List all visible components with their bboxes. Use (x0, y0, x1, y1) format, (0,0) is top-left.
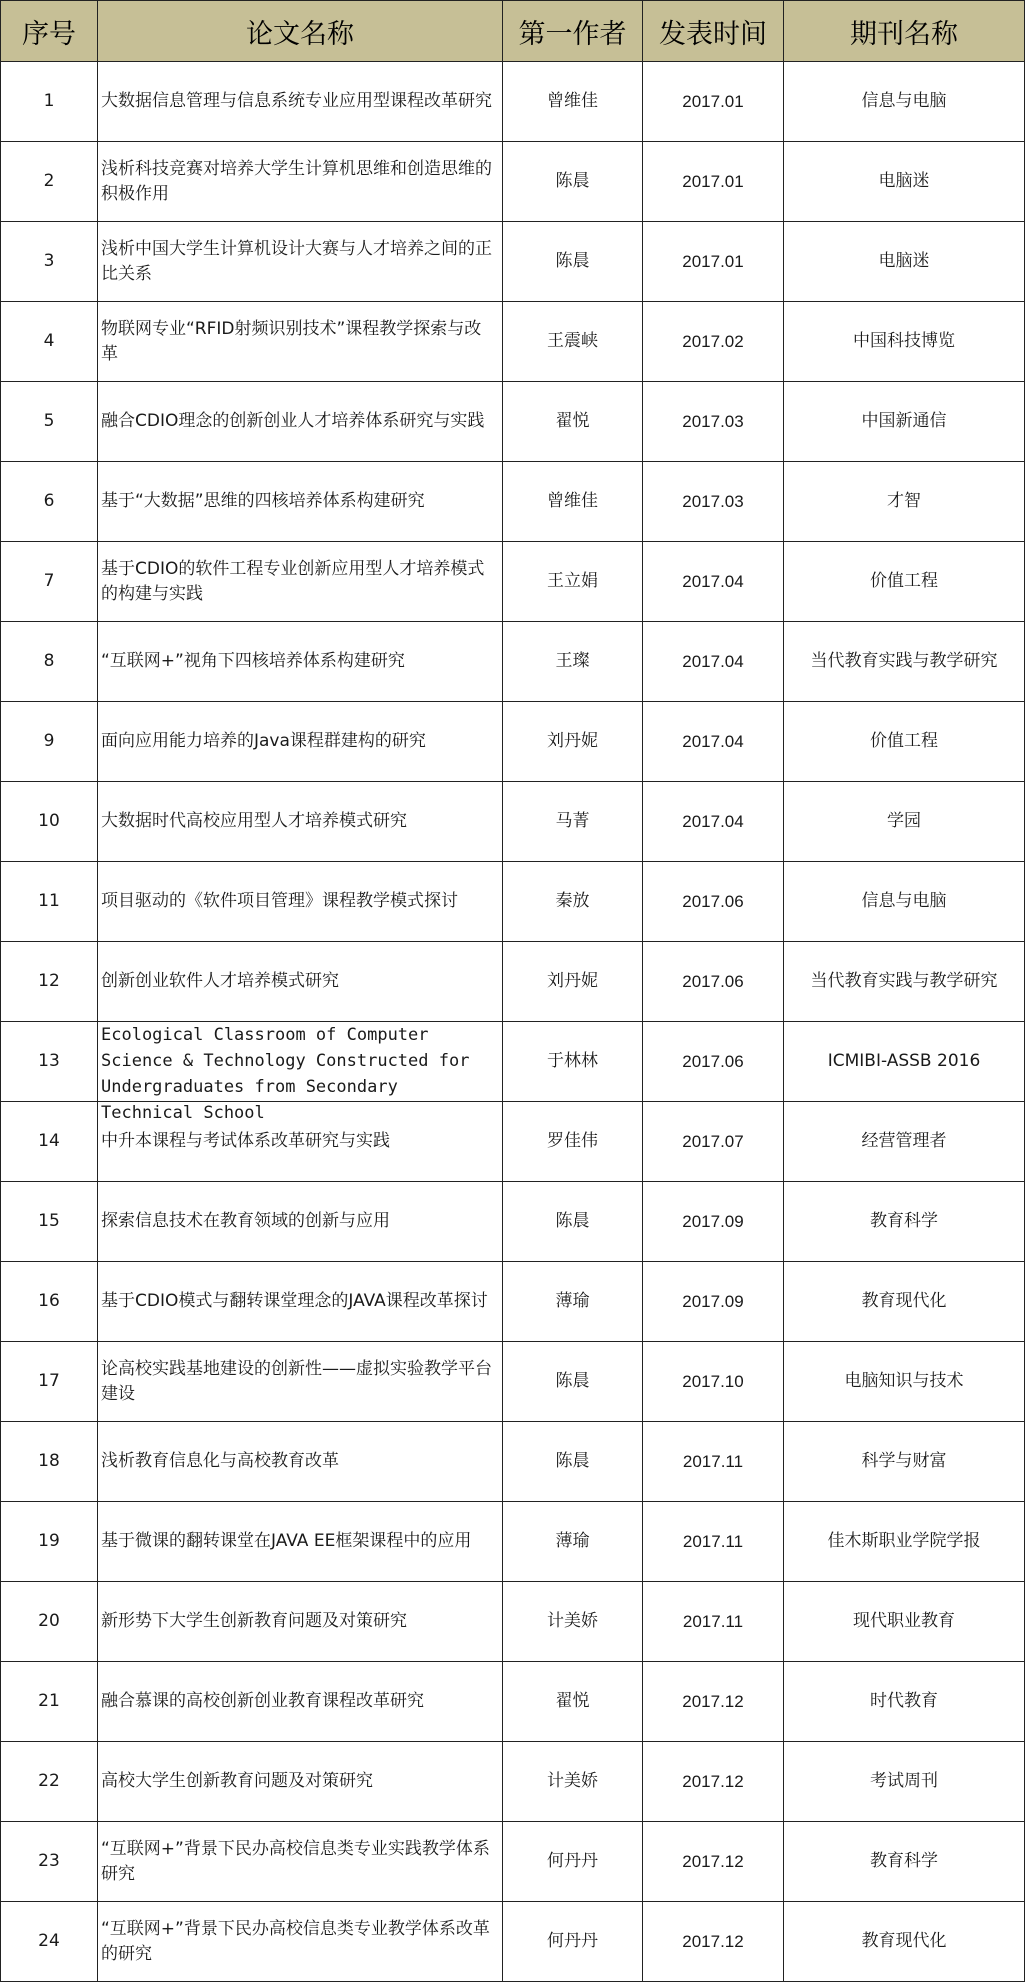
cell-number: 5 (1, 382, 98, 462)
cell-publish-date: 2017.01 (643, 142, 784, 222)
cell-first-author: 薄瑜 (503, 1262, 643, 1342)
cell-first-author: 王震峡 (503, 302, 643, 382)
cell-publish-date: 2017.03 (643, 462, 784, 542)
table-row (1, 1582, 1025, 1662)
cell-title-text: 浅析中国大学生计算机设计大赛与人才培养之间的正比关系 (101, 238, 492, 284)
header-cell-number: 序号 (1, 1, 98, 62)
cell-title (98, 1902, 503, 1982)
cell-title-text: 基于CDIO模式与翻转课堂理念的JAVA课程改革探讨 (101, 1291, 488, 1311)
cell-journal: 才智 (784, 462, 1025, 542)
cell-journal: 价值工程 (784, 702, 1025, 782)
cell-journal: 教育现代化 (784, 1902, 1025, 1982)
cell-number: 23 (1, 1822, 98, 1902)
cell-number: 19 (1, 1502, 98, 1582)
cell-first-author: 翟悦 (503, 382, 643, 462)
cell-publish-date: 2017.11 (643, 1582, 784, 1662)
cell-journal: 信息与电脑 (784, 62, 1025, 142)
table-row (1, 382, 1025, 462)
cell-number: 18 (1, 1422, 98, 1502)
table-row (1, 1742, 1025, 1822)
table-row (1, 542, 1025, 622)
cell-number: 2 (1, 142, 98, 222)
cell-publish-date: 2017.11 (643, 1422, 784, 1502)
cell-title (98, 1662, 503, 1742)
cell-journal: 当代教育实践与教学研究 (784, 622, 1025, 702)
table-header (1, 1, 1025, 62)
table-row (1, 702, 1025, 782)
table-row (1, 1182, 1025, 1262)
cell-number: 4 (1, 302, 98, 382)
cell-publish-date: 2017.04 (643, 702, 784, 782)
cell-number: 22 (1, 1742, 98, 1822)
cell-publish-date: 2017.09 (643, 1262, 784, 1342)
cell-journal: 学园 (784, 782, 1025, 862)
cell-journal: 电脑知识与技术 (784, 1342, 1025, 1422)
cell-publish-date: 2017.09 (643, 1182, 784, 1262)
cell-journal: 佳木斯职业学院学报 (784, 1502, 1025, 1582)
cell-journal: 教育科学 (784, 1182, 1025, 1262)
cell-title-text: 浅析教育信息化与高校教育改革 (101, 1451, 339, 1471)
cell-first-author: 马菁 (503, 782, 643, 862)
table-row (1, 1902, 1025, 1982)
cell-publish-date: 2017.04 (643, 782, 784, 862)
cell-number: 15 (1, 1182, 98, 1262)
cell-title (98, 1422, 503, 1502)
cell-title (98, 222, 503, 302)
cell-title-text: “互联网+”背景下民办高校信息类专业实践教学体系研究 (101, 1838, 490, 1884)
cell-journal: 信息与电脑 (784, 862, 1025, 942)
cell-title (98, 542, 503, 622)
cell-first-author: 王璨 (503, 622, 643, 702)
cell-first-author: 何丹丹 (503, 1822, 643, 1902)
cell-title-text: “互联网+”背景下民办高校信息类专业教学体系改革的研究 (101, 1918, 490, 1964)
table-row (1, 142, 1025, 222)
table-row (1, 622, 1025, 702)
cell-title-text: “互联网+”视角下四核培养体系构建研究 (101, 651, 405, 671)
cell-journal: 考试周刊 (784, 1742, 1025, 1822)
cell-title-text: 基于“大数据”思维的四核培养体系构建研究 (101, 491, 425, 511)
cell-title-text: 新形势下大学生创新教育问题及对策研究 (101, 1611, 407, 1631)
cell-title (98, 1342, 503, 1422)
cell-title (98, 862, 503, 942)
header-cell-title: 论文名称 (98, 1, 503, 62)
cell-title-text: 项目驱动的《软件项目管理》课程教学模式探讨 (101, 891, 458, 911)
cell-number: 6 (1, 462, 98, 542)
table-row (1, 1422, 1025, 1502)
cell-first-author: 计美娇 (503, 1582, 643, 1662)
cell-number: 8 (1, 622, 98, 702)
cell-number: 21 (1, 1662, 98, 1742)
cell-first-author: 陈晨 (503, 1422, 643, 1502)
table-row (1, 942, 1025, 1022)
cell-publish-date: 2017.12 (643, 1902, 784, 1982)
cell-publish-date: 2017.06 (643, 1022, 784, 1102)
cell-publish-date: 2017.04 (643, 622, 784, 702)
cell-number: 1 (1, 62, 98, 142)
cell-title (98, 1582, 503, 1662)
cell-publish-date: 2017.11 (643, 1502, 784, 1582)
cell-number: 20 (1, 1582, 98, 1662)
cell-first-author: 计美娇 (503, 1742, 643, 1822)
cell-journal: 时代教育 (784, 1662, 1025, 1742)
cell-title (98, 1182, 503, 1262)
cell-title-text: 中升本课程与考试体系改革研究与实践 (101, 1131, 390, 1151)
table-row (1, 782, 1025, 862)
cell-title (98, 142, 503, 222)
header-cell-first-author: 第一作者 (503, 1, 643, 62)
cell-number: 12 (1, 942, 98, 1022)
cell-publish-date: 2017.12 (643, 1742, 784, 1822)
cell-publish-date: 2017.03 (643, 382, 784, 462)
table-row (1, 302, 1025, 382)
cell-number: 10 (1, 782, 98, 862)
cell-title-text: 浅析科技竞赛对培养大学生计算机思维和创造思维的积极作用 (101, 158, 492, 204)
cell-first-author: 陈晨 (503, 222, 643, 302)
cell-title-text: 基于CDIO的软件工程专业创新应用型人才培养模式的构建与实践 (101, 558, 485, 604)
cell-first-author: 刘丹妮 (503, 942, 643, 1022)
cell-journal: 科学与财富 (784, 1422, 1025, 1502)
cell-journal: 教育现代化 (784, 1262, 1025, 1342)
cell-journal: 电脑迷 (784, 222, 1025, 302)
cell-number: 17 (1, 1342, 98, 1422)
table-row (1, 462, 1025, 542)
cell-title (98, 462, 503, 542)
cell-number: 3 (1, 222, 98, 302)
cell-number: 7 (1, 542, 98, 622)
cell-publish-date: 2017.06 (643, 942, 784, 1022)
cell-first-author: 翟悦 (503, 1662, 643, 1742)
cell-publish-date: 2017.12 (643, 1822, 784, 1902)
cell-title (98, 622, 503, 702)
cell-title (98, 1262, 503, 1342)
cell-first-author: 曾维佳 (503, 62, 643, 142)
table-row (1, 1022, 1025, 1102)
cell-title (98, 62, 503, 142)
cell-title (98, 942, 503, 1022)
cell-title (98, 1742, 503, 1822)
cell-title-text: Ecological Classroom of Computer Science & Technology Constructed for Undergraduates from Secondary Technical School (101, 1025, 470, 1123)
cell-title (98, 382, 503, 462)
cell-number: 11 (1, 862, 98, 942)
cell-number: 14 (1, 1102, 98, 1182)
cell-number: 13 (1, 1022, 98, 1102)
cell-title-text: 大数据信息管理与信息系统专业应用型课程改革研究 (101, 91, 492, 111)
cell-first-author: 秦放 (503, 862, 643, 942)
cell-journal: 教育科学 (784, 1822, 1025, 1902)
cell-publish-date: 2017.02 (643, 302, 784, 382)
cell-number: 16 (1, 1262, 98, 1342)
cell-first-author: 陈晨 (503, 1182, 643, 1262)
cell-publish-date: 2017.06 (643, 862, 784, 942)
table-row (1, 1502, 1025, 1582)
cell-title (98, 782, 503, 862)
cell-journal: ICMIBI-ASSB 2016 (784, 1022, 1025, 1102)
cell-title-text: 融合CDIO理念的创新创业人才培养体系研究与实践 (101, 411, 485, 431)
cell-number: 24 (1, 1902, 98, 1982)
cell-title-text: 探索信息技术在教育领域的创新与应用 (101, 1211, 390, 1231)
cell-publish-date: 2017.10 (643, 1342, 784, 1422)
cell-title-text: 论高校实践基地建设的创新性——虚拟实验教学平台建设 (101, 1358, 492, 1404)
cell-publish-date: 2017.12 (643, 1662, 784, 1742)
cell-title (98, 1502, 503, 1582)
cell-journal: 当代教育实践与教学研究 (784, 942, 1025, 1022)
table-row (1, 1342, 1025, 1422)
table-row (1, 62, 1025, 142)
cell-title-text: 物联网专业“RFID射频识别技术”课程教学探索与改革 (101, 318, 482, 364)
cell-title (98, 1022, 503, 1123)
cell-first-author: 罗佳伟 (503, 1102, 643, 1182)
table-row (1, 1662, 1025, 1742)
header-cell-publish-date: 发表时间 (643, 1, 784, 62)
header-cell-journal: 期刊名称 (784, 1, 1025, 62)
header-row (1, 1, 1025, 62)
cell-journal: 经营管理者 (784, 1102, 1025, 1182)
cell-publish-date: 2017.07 (643, 1102, 784, 1182)
cell-journal: 中国新通信 (784, 382, 1025, 462)
cell-first-author: 刘丹妮 (503, 702, 643, 782)
cell-journal: 电脑迷 (784, 142, 1025, 222)
table-body (1, 62, 1025, 1982)
cell-first-author: 何丹丹 (503, 1902, 643, 1982)
cell-publish-date: 2017.01 (643, 222, 784, 302)
cell-title-text: 基于微课的翻转课堂在JAVA EE框架课程中的应用 (101, 1531, 472, 1551)
cell-title-text: 面向应用能力培养的Java课程群建构的研究 (101, 731, 426, 751)
table-row (1, 222, 1025, 302)
cell-title-text: 创新创业软件人才培养模式研究 (101, 971, 339, 991)
cell-journal: 价值工程 (784, 542, 1025, 622)
cell-first-author: 曾维佳 (503, 462, 643, 542)
cell-title-text: 高校大学生创新教育问题及对策研究 (101, 1771, 373, 1791)
cell-publish-date: 2017.01 (643, 62, 784, 142)
table-row (1, 1822, 1025, 1902)
table-row (1, 862, 1025, 942)
cell-title (98, 302, 503, 382)
cell-title (98, 702, 503, 782)
cell-title-text: 融合慕课的高校创新创业教育课程改革研究 (101, 1691, 424, 1711)
cell-first-author: 陈晨 (503, 142, 643, 222)
cell-number: 9 (1, 702, 98, 782)
table-row (1, 1262, 1025, 1342)
cell-journal: 中国科技博览 (784, 302, 1025, 382)
cell-first-author: 陈晨 (503, 1342, 643, 1422)
cell-journal: 现代职业教育 (784, 1582, 1025, 1662)
cell-first-author: 于林林 (503, 1022, 643, 1102)
cell-title-text: 大数据时代高校应用型人才培养模式研究 (101, 811, 407, 831)
cell-title (98, 1822, 503, 1902)
cell-first-author: 薄瑜 (503, 1502, 643, 1582)
cell-first-author: 王立娟 (503, 542, 643, 622)
cell-publish-date: 2017.04 (643, 542, 784, 622)
